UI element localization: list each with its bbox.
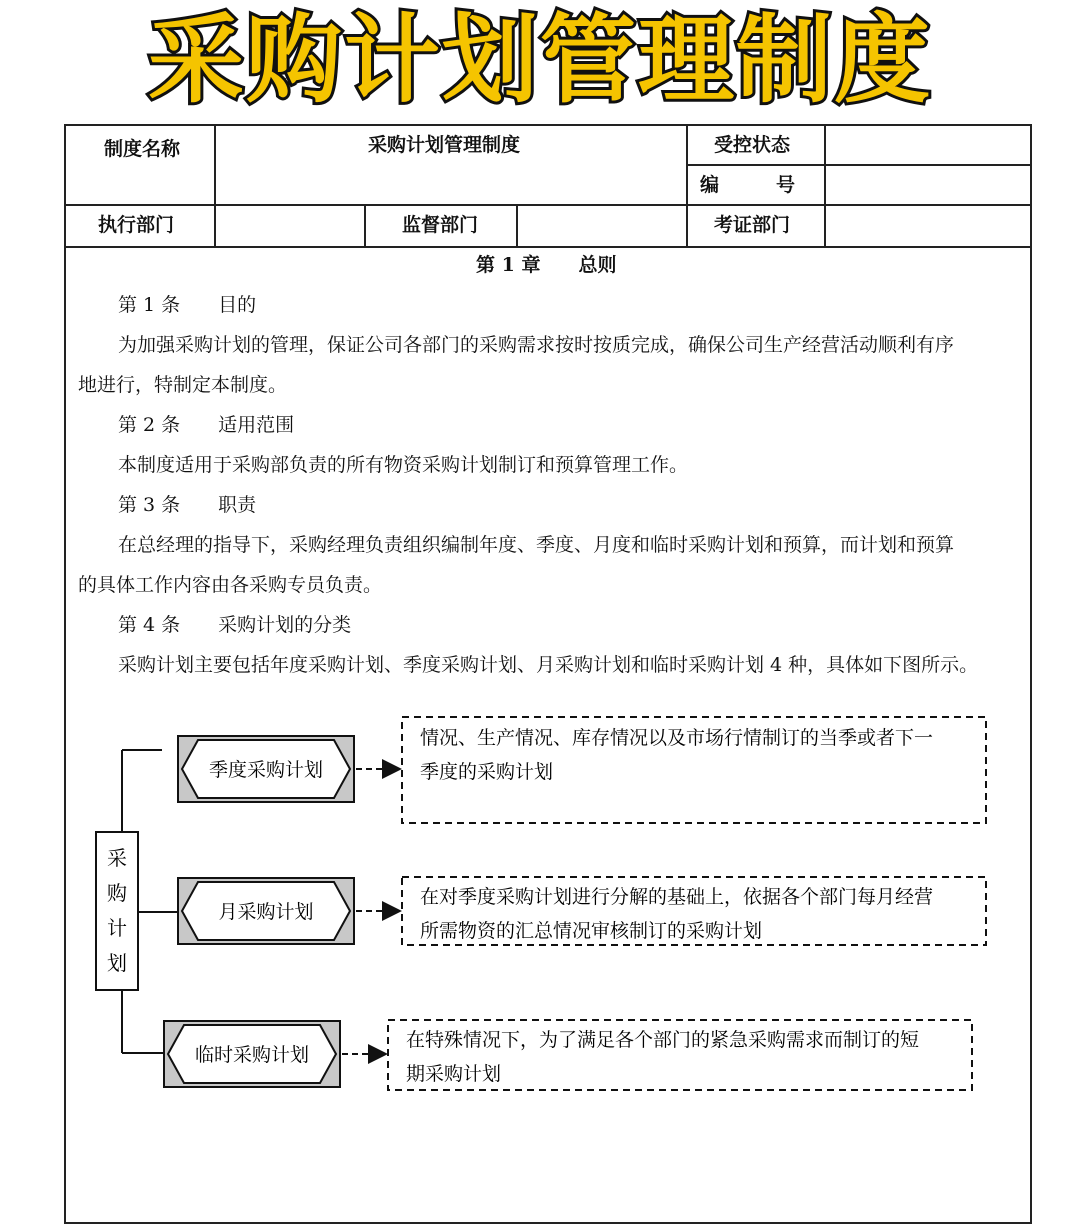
desc-line-1: 情况、生产情况、库存情况以及市场行情制订的当季或者下一 <box>420 727 934 749</box>
desc-monthly-plan <box>402 877 986 945</box>
node-monthly-plan <box>178 878 354 944</box>
system-name-label: 制度名称 <box>104 138 181 160</box>
article-2-text: 本制度适用于采购部负责的所有物资采购计划制订和预算管理工作。 <box>118 454 689 476</box>
node-label: 季度采购计划 <box>208 759 324 781</box>
node-label: 月采购计划 <box>218 901 314 923</box>
desc-temporary-plan <box>388 1020 972 1090</box>
supervise-dept-label: 监督部门 <box>402 214 479 236</box>
desc-quarterly-plan <box>402 717 986 823</box>
root-char-2: 购 <box>107 881 127 905</box>
root-node <box>96 832 138 990</box>
root-char-1: 采 <box>107 846 127 870</box>
desc-line-2: 期采购计划 <box>406 1063 502 1085</box>
system-name-value: 采购计划管理制度 <box>368 134 521 156</box>
article-4-text: 采购计划主要包括年度采购计划、季度采购计划、月采购计划和临时采购计划 4 种，具体如下图所示。 <box>118 654 979 676</box>
root-char-3: 计 <box>107 916 127 940</box>
control-status-label: 受控状态 <box>714 134 791 156</box>
article-3-title: 第 3 条 职责 <box>118 494 257 516</box>
number-label: 编 号 <box>700 174 796 196</box>
article-4-title: 第 4 条 采购计划的分类 <box>118 614 352 636</box>
banner-title: 采购计划管理制度 <box>148 4 932 116</box>
desc-line-2: 季度的采购计划 <box>420 761 554 783</box>
exec-dept-label: 执行部门 <box>98 214 175 236</box>
node-label: 临时采购计划 <box>194 1044 310 1066</box>
article-1-text-line-1: 为加强采购计划的管理，保证公司各部门的采购需求按时按质完成，确保公司生产经营活动顺利有序 <box>118 334 955 356</box>
node-quarterly-plan <box>178 736 354 802</box>
article-3-text-line-1: 在总经理的指导下，采购经理负责组织编制年度、季度、月度和临时采购计划和预算，而计划和预算 <box>118 534 955 556</box>
article-1-text-line-2: 地进行，特制定本制度。 <box>78 374 288 396</box>
chapter-title: 第 1 章 总则 <box>476 254 617 276</box>
root-char-4: 划 <box>107 951 127 975</box>
article-2-title: 第 2 条 适用范围 <box>118 414 295 436</box>
article-1-title: 第 1 条 目的 <box>118 294 257 316</box>
node-temporary-plan <box>164 1021 340 1087</box>
article-3-text-line-2: 的具体工作内容由各采购专员负责。 <box>78 574 383 596</box>
verify-dept-label: 考证部门 <box>714 214 791 236</box>
desc-line-1: 在特殊情况下，为了满足各个部门的紧急采购需求而制订的短 <box>406 1029 920 1051</box>
desc-line-2: 所需物资的汇总情况审核制订的采购计划 <box>420 920 763 942</box>
desc-line-1: 在对季度采购计划进行分解的基础上，依据各个部门每月经营 <box>420 886 934 908</box>
